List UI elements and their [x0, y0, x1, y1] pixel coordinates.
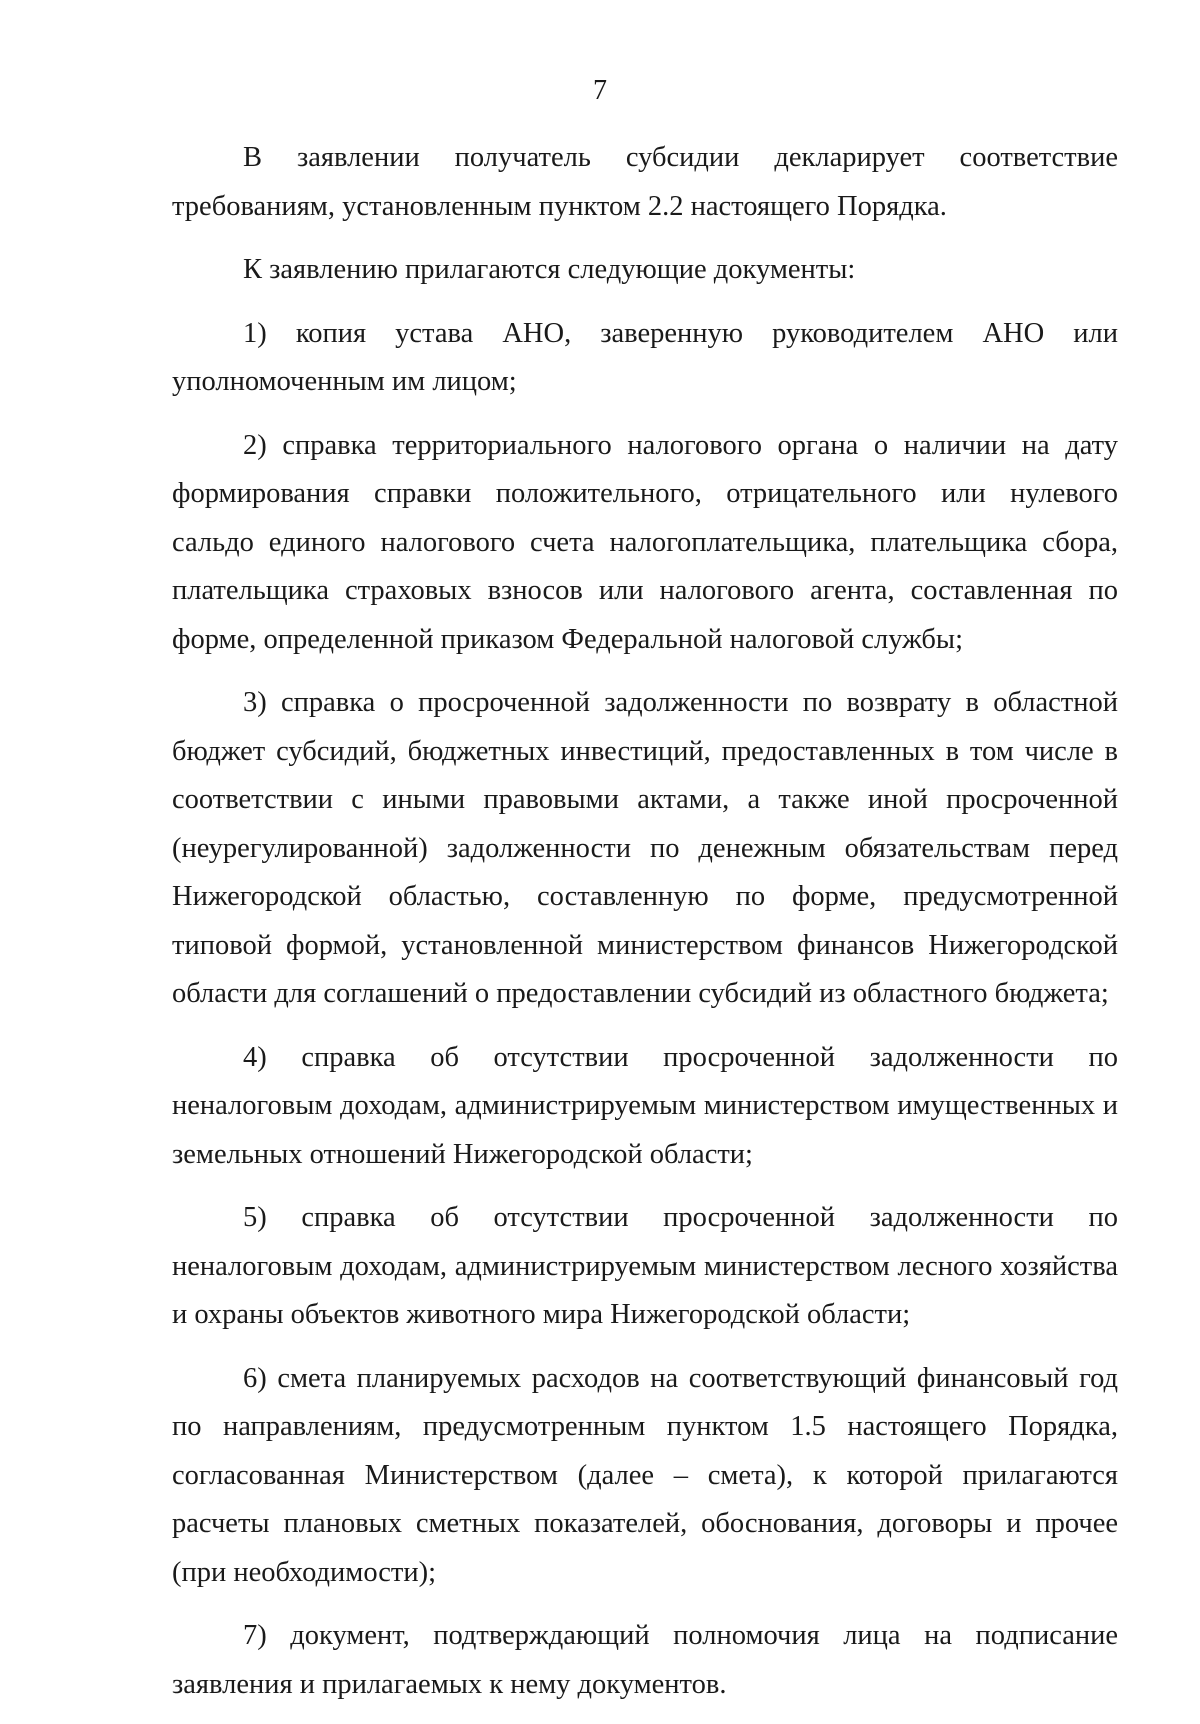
list-item-7: 7) документ, подтверждающий полномочия лица на подписание заявления и прилагаемых к нему документов.: [172, 1620, 1118, 1700]
paragraph-documents-intro: К заявлению прилагаются следующие документы:: [243, 254, 856, 285]
page-number: 7: [593, 75, 607, 106]
list-item-6: 6) смета планируемых расходов на соответствующий финансовый год по направлениям, предусмотренным пунктом 1.5 настоящего Порядка, согласованная Министерством (далее – смета), к которой прилагаются расчеты плановых сметных показателей, обоснования, договоры и прочее (при необходимости);: [172, 1362, 1118, 1588]
list-item-1: 1) копия устава АНО, заверенную руководителем АНО или уполномоченным им лицом;: [172, 317, 1118, 397]
list-item-3: 3) справка о просроченной задолженности по возврату в областной бюджет субсидий, бюджетных инвестиций, предоставленных в том числе в соответствии с иными правовыми актами, а также иной просроченной (неурегулированной) задолженности по денежным обязательствам перед Нижегородской областью, составленную по форме, предусмотренной типовой формой, установленной министерством финансов Нижегородской области для соглашений о предоставлении субсидий из областного бюджета;: [172, 687, 1118, 1009]
list-item-2: 2) справка территориального налогового органа о наличии на дату формирования справки положительного, отрицательного или нулевого сальдо единого налогового счета налогоплательщика, плательщика сбора, плательщика страховых взносов или налогового агента, составленная по форме, определенной приказом Федеральной налоговой службы;: [172, 429, 1118, 655]
document-body: [172, 134, 1118, 1724]
list-item-4: 4) справка об отсутствии просроченной задолженности по неналоговым доходам, администрируемым министерством имущественных и земельных отношений Нижегородской области;: [172, 1041, 1118, 1170]
paragraph-declaration: В заявлении получатель субсидии декларирует соответствие требованиям, установленным пунктом 2.2 настоящего Порядка.: [172, 142, 1118, 222]
list-item-5: 5) справка об отсутствии просроченной задолженности по неналоговым доходам, администрируемым министерством лесного хозяйства и охраны объектов животного мира Нижегородской области;: [172, 1202, 1118, 1330]
